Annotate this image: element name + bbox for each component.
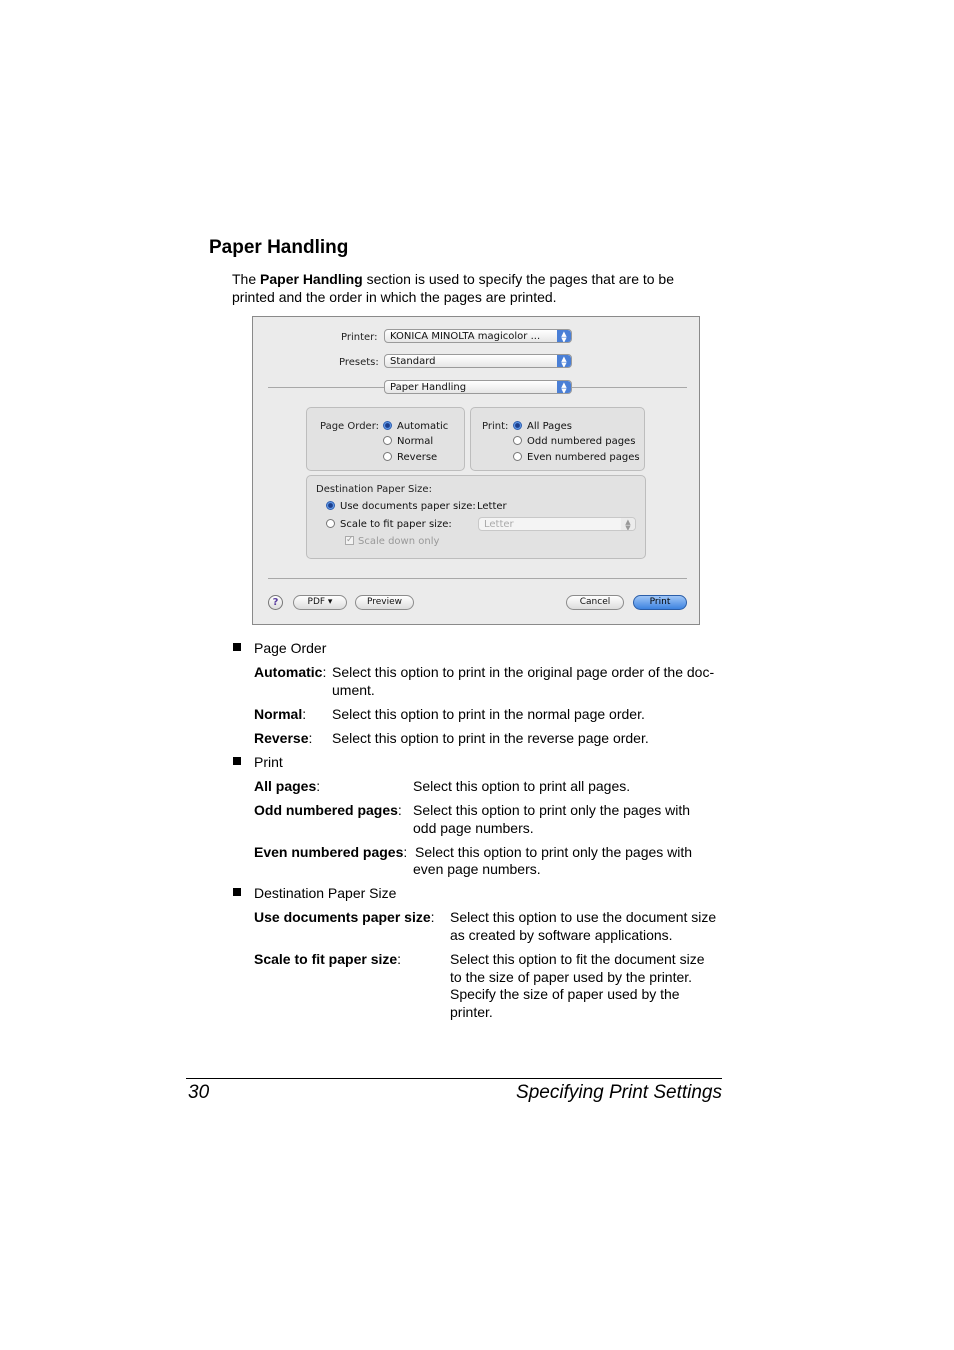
term-use-doc-size: Use documents paper size: [254, 909, 435, 925]
page-order-heading: Page Order [254, 640, 327, 656]
destination-label: Destination Paper Size: [316, 484, 432, 495]
term-scale-to-fit: Scale to fit paper size: [254, 951, 402, 967]
help-icon[interactable]: ? [268, 595, 283, 610]
print-dialog [252, 316, 700, 625]
desc-normal: Select this option to print in the normal page order. [332, 706, 645, 722]
term-even-pages: Even numbered pages: [254, 844, 408, 860]
scale-size-popup[interactable]: Letter ▲ ▼ [478, 517, 636, 531]
print-label: Print: [482, 421, 509, 432]
option-normal: Normal [397, 436, 434, 447]
bullet [233, 888, 241, 896]
popup-arrows-icon: ▲ ▼ [557, 381, 571, 394]
desc-scale-to-fit-2: to the size of paper used by the printer. [450, 969, 693, 985]
desc-use-doc-size-2: as created by software applications. [450, 927, 673, 943]
option-use-doc-size: Use documents paper size: [340, 501, 476, 512]
popup-arrows-icon: ▲ ▼ [557, 330, 571, 343]
bullet [233, 757, 241, 765]
term-automatic: Automatic: [254, 664, 327, 680]
cancel-button[interactable]: Cancel [566, 595, 624, 610]
radio-all-pages[interactable] [513, 421, 522, 430]
scale-down-checkbox[interactable]: ✓ [346, 535, 354, 545]
divider [572, 387, 687, 388]
preview-button[interactable]: Preview [355, 595, 414, 610]
option-scale-to-fit: Scale to fit paper size: [340, 519, 452, 530]
divider [268, 578, 687, 579]
desc-reverse: Select this option to print in the reverse page order. [332, 730, 649, 746]
printer-popup[interactable]: KONICA MINOLTA magicolor ... ▲ ▼ [384, 329, 572, 343]
term-all-pages: All pages: [254, 778, 321, 794]
page-number: 30 [188, 1082, 210, 1103]
print-heading: Print [254, 754, 283, 770]
term-reverse: Reverse: [254, 730, 313, 746]
term-odd-pages: Odd numbered pages: [254, 802, 402, 818]
radio-scale-to-fit[interactable] [326, 519, 335, 528]
page-order-label: Page Order: [320, 421, 379, 432]
option-odd-pages: Odd numbered pages [527, 436, 636, 447]
term-normal: Normal: [254, 706, 307, 722]
desc-automatic-2: ument. [332, 682, 375, 698]
option-all-pages: All Pages [527, 421, 572, 432]
divider [268, 387, 384, 388]
desc-even-pages-2: even page numbers. [413, 861, 541, 877]
radio-reverse[interactable] [383, 452, 392, 461]
radio-odd-pages[interactable] [513, 436, 522, 445]
chapter-title: Specifying Print Settings [516, 1082, 722, 1103]
desc-even-pages-1: Select this option to print only the pages with [415, 844, 693, 860]
desc-scale-to-fit-3: Specify the size of paper used by the [450, 986, 680, 1002]
radio-even-pages[interactable] [513, 452, 522, 461]
dest-heading: Destination Paper Size [254, 885, 397, 901]
popup-arrows-icon: ▲ ▼ [557, 355, 571, 368]
presets-popup[interactable]: Standard ▲ ▼ [384, 354, 572, 368]
option-scale-down: Scale down only [358, 536, 440, 547]
desc-odd-pages-2: odd page numbers. [413, 820, 534, 836]
desc-scale-to-fit-1: Select this option to fit the document size [450, 951, 705, 967]
intro-paragraph: The Paper Handling section is used to specify the pages that are to be printed and the order in which the pages are printed. [232, 271, 675, 305]
desc-all-pages: Select this option to print all pages. [413, 778, 631, 794]
option-even-pages: Even numbered pages [527, 452, 640, 463]
desc-scale-to-fit-4: printer. [450, 1004, 493, 1020]
panel-popup[interactable]: Paper Handling ▲ ▼ [384, 380, 572, 394]
option-reverse: Reverse [397, 452, 438, 463]
desc-odd-pages-1: Select this option to print only the pages with [413, 802, 691, 818]
footer-rule [186, 1078, 722, 1079]
print-button[interactable]: Print [633, 595, 687, 610]
pdf-button[interactable]: PDF ▾ [293, 595, 347, 610]
doc-size-value: Letter [477, 501, 507, 512]
printer-label: Printer: [341, 332, 378, 343]
radio-automatic[interactable] [383, 421, 392, 430]
presets-label: Presets: [339, 357, 379, 368]
popup-arrows-icon: ▲ ▼ [621, 518, 635, 531]
desc-automatic-1: Select this option to print in the original page order of the doc- [332, 664, 715, 680]
bullet [233, 643, 241, 651]
radio-normal[interactable] [383, 436, 392, 445]
section-title: Paper Handling [209, 237, 349, 258]
option-automatic: Automatic [397, 421, 449, 432]
desc-use-doc-size-1: Select this option to use the document size [450, 909, 717, 925]
radio-use-doc-size[interactable] [326, 501, 335, 510]
